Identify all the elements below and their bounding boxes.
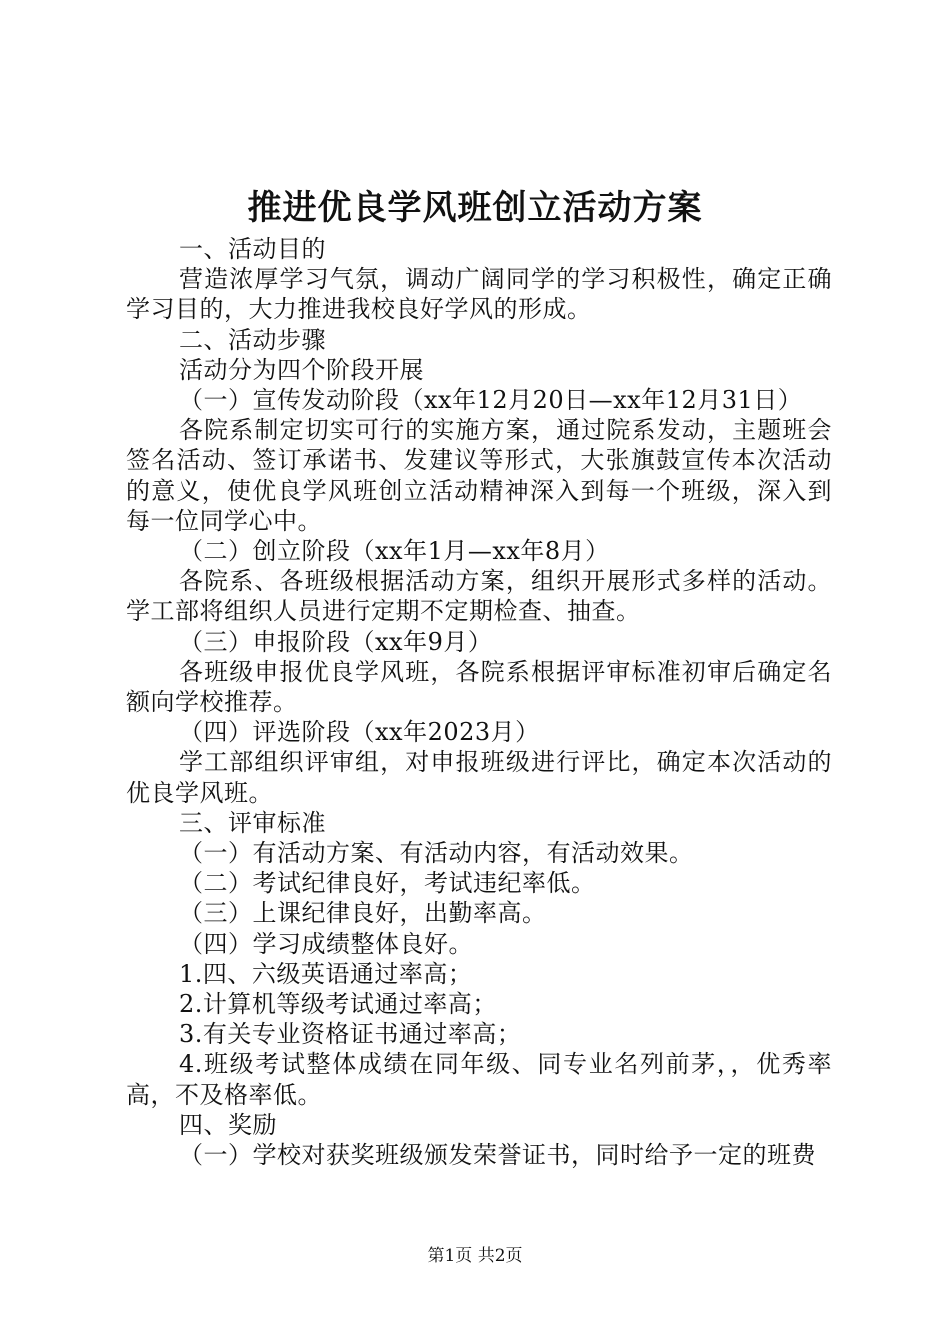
- stage-1-text: 各院系制定切实可行的实施方案，通过院系发动，主题班会签名活动、签订承诺书、发建议等形式，大张旗鼓宣传本次活动的意义，使优良学风班创立活动精神深入到每一个班级，深入到每一位同学心中。: [126, 416, 832, 535]
- criteria-item-3: （三）上课纪律良好，出勤率高。: [179, 899, 547, 928]
- stage-4-text: 学工部组织评审组，对申报班级进行评比，确定本次活动的优良学风班。: [126, 748, 832, 807]
- stage-3-text: 各班级申报优良学风班，各院系根据评审标准初审后确定名额向学校推荐。: [126, 657, 832, 717]
- stage-2-text: 各院系、各班级根据活动方案，组织开展形式多样的活动。学工部将组织人员进行定期不定期检查、抽查。: [126, 567, 832, 626]
- document-body: [126, 234, 832, 1170]
- criteria-item-2: （二）考试纪律良好，考试违纪率低。: [179, 869, 596, 898]
- criteria-subitem-4: 4.班级考试整体成绩在同年级、同专业名列前茅，，优秀率高，不及格率低。: [126, 1050, 832, 1109]
- criteria-subitem-2: 2.计算机等级考试通过率高；: [179, 990, 497, 1019]
- stage-4-heading: （四）评选阶段（xx年2023月）: [179, 718, 540, 747]
- stage-2-heading: （二）创立阶段（xx年1月—xx年8月）: [179, 537, 610, 566]
- stage-1-heading: （一）宣传发动阶段（xx年12月20日—xx年12月31日）: [179, 386, 803, 415]
- heading-rewards: 四、奖励: [179, 1110, 277, 1139]
- criteria-item-4: （四）学习成绩整体良好。: [179, 929, 473, 958]
- rewards-item-1: （一）学校对获奖班级颁发荣誉证书，同时给予一定的班费: [179, 1141, 816, 1170]
- document-title: 推进优良学风班创立活动方案: [247, 188, 703, 228]
- heading-criteria: 三、评审标准: [179, 808, 326, 837]
- criteria-subitem-1: 1.四、六级英语通过率高；: [179, 959, 473, 988]
- heading-purpose: 一、活动目的: [179, 235, 326, 263]
- page-footer: 第1页 共2页: [427, 1246, 523, 1266]
- stage-3-heading: （三）申报阶段（xx年9月）: [179, 627, 493, 656]
- paragraph-steps-intro: 活动分为四个阶段开展: [179, 355, 424, 384]
- paragraph-purpose: 营造浓厚学习气氛，调动广阔同学的学习积极性，确定正确学习目的，大力推进我校良好学风的形成。: [126, 265, 832, 324]
- criteria-subitem-3: 3.有关专业资格证书通过率高；: [179, 1020, 522, 1049]
- criteria-item-1: （一）有活动方案、有活动内容，有活动效果。: [179, 839, 694, 868]
- heading-steps: 二、活动步骤: [179, 325, 326, 354]
